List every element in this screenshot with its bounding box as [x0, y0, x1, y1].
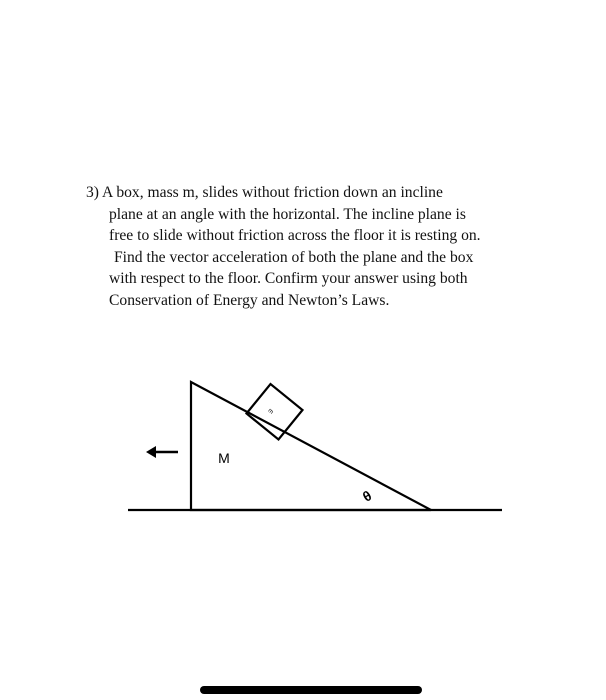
problem-line-3: free to slide without friction across the floor it is resting on.: [109, 227, 481, 245]
problem-line-1: 3) A box, mass m, slides without friction down an incline: [86, 184, 443, 201]
problem-line-5: with respect to the floor. Confirm your answer using both: [109, 270, 468, 288]
problem-line-6: Conservation of Energy and Newton’s Laws.: [109, 291, 390, 309]
box-mass-label: m: [266, 407, 275, 416]
incline-plane: [191, 382, 431, 510]
left-arrow-icon: [146, 446, 178, 458]
incline-mass-label: M: [218, 450, 230, 466]
home-indicator[interactable]: [200, 686, 422, 694]
problem-line-2: plane at an angle with the horizontal. The incline plane is: [109, 205, 466, 223]
angle-label: θ: [359, 487, 375, 505]
sliding-box: [247, 384, 303, 440]
problem-line-4: Find the vector acceleration of both the plane and the box: [114, 248, 474, 266]
